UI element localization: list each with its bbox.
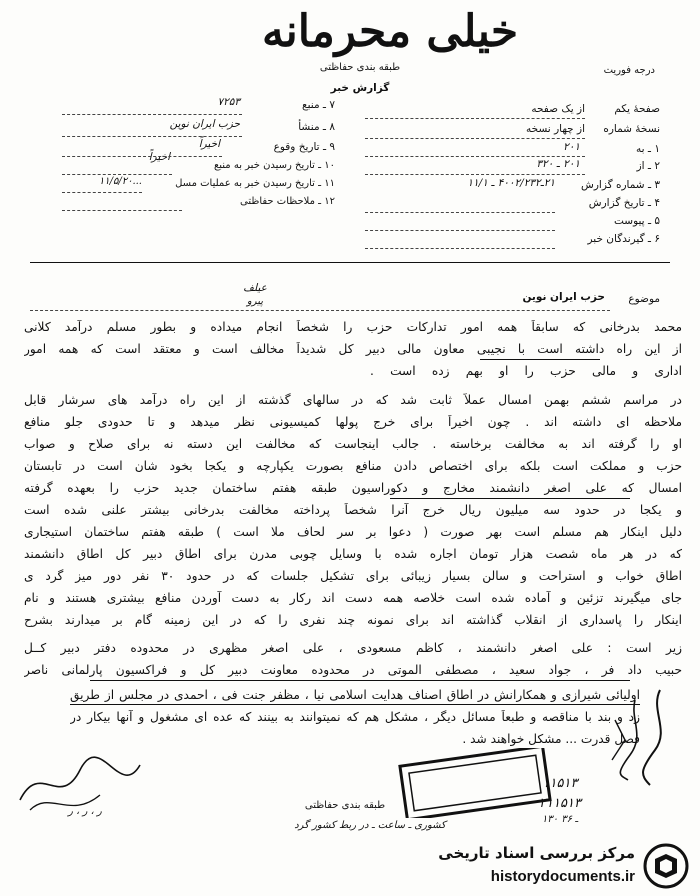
field-label: ۱۰ ـ تاریخ رسیدن خبر به منبع [213,160,335,171]
footer-note: کشوری ـ ساعت ـ در ربط کشور گرد [294,820,446,831]
field-label: ۵ ـ پیوست [613,215,660,227]
brand-logo-icon [642,842,690,890]
underline-mark [90,680,630,681]
underline-mark [390,498,630,499]
footer-number: ۱۳۰ ـ ۳۶ [541,814,579,825]
underline-mark [480,359,600,360]
fill-line [62,156,222,157]
field-value: ۲۰۱ [563,141,580,153]
body-line: اینکار را پاسداری از انقلاب گذاشته اند برای نمونه چند نفری را که در این زمینه گام بر میدارند بشرح [24,613,682,627]
field-value: از یک صفحه [531,103,585,115]
field-label: ۲ ـ از [636,160,660,172]
report-type-label: گزارش خبر [330,82,390,94]
body-line: در مراسم ششم بهمن امسال عملاً ثابت شد که در سالهای گذشته از این راه درآمد های سرشار قابل [24,393,682,407]
field-label: ۱۲ ـ ملاحظات حفاظتی [240,196,335,207]
fill-line [62,114,242,115]
signature-text: ر ، ر ، ر [68,806,102,817]
field-value: حزب ایران نوین [169,118,240,130]
field-value: ۱۱/۵/۲۰... [98,176,142,187]
field-label: ۴ ـ تاریخ گزارش [588,197,660,209]
body-line: از این راه داشته است با نجیبی معاون مالی دبیر کل شدیداً مخالف است و معتقد است که همه امور [24,342,682,356]
body-line: حبیب داد فر ، جواد سعید ، مصطفی الموتی در محدوده معاونت دبیر کل و فراکسیون پارلمانی ناصر [24,663,682,677]
body-line: زد و بند با مناقصه و طبعاً مسائل دیگر ، مشکل هم که نمیتوانند به بینند که عده ای مشغول و آنها بیکار در [70,710,640,724]
field-value: از چهار نسخه [526,123,585,135]
body-line: محمد بدرخانی که سابقاً همه امور تدارکات حزب را شخصاً انجام میداده و بطور مسلم درآمد کلانی [24,320,682,334]
margin-note: عیلف [243,282,267,294]
footer-number: ۱۱۵۱۳ [542,776,578,791]
body-line: اولیائی شیرازی و همکارانش در اطاق اصناف هدایت اسلامی نیا ، مظفر جنت فی ، احمدی در مجلس از طریق [70,688,640,702]
body-line: که در هر ماه شصت هزار تومان اجاره شده با وسایل چوبی مدرن برای اطاق دبیر کل اطاق دانشمند [24,547,682,561]
underline-mark [70,704,640,705]
fill-line [365,212,555,213]
margin-note: پیرو [246,296,264,307]
body-line: حزب و مملکت است بلکه برای اختصاص دادن منافع بصورت یکپارچه و یکجا بخود شان است در تابستان [24,459,682,473]
field-label: ۱ ـ به [636,143,660,155]
body-line: جای میگیرند تزئین و آماده شده است خلاصه همه دست اند رکار به دست آوردن منافع بیشتری هستند و نام [24,591,682,605]
header-separator [30,262,670,263]
field-label: ۶ ـ گیرندگان خبر [587,233,660,245]
fill-line [62,210,182,211]
field-label: نسخهٔ شماره [603,123,660,135]
subject-value: حزب ایران نوین [522,291,605,303]
fill-line [365,138,585,139]
field-label: صفحهٔ یکم [614,103,660,115]
body-line: فصل قدرت ... مشکل خواهند شد . [462,732,640,746]
body-line: دلیل اینکار هم مسلم است بهر صورت ( دعوا بر سر لحاف ملا است ) طبقه هفتم ساختمان استیجاری [24,525,682,539]
field-value: ۲۰۱ ـ ۳۲۰ [536,158,580,170]
body-line: اداری و مالی حزب را او بهم زده است . [370,364,682,378]
fill-line [365,118,585,119]
body-line: و یکجا در حدود سه میلیون ریال خرج آنرا شخصاً پرداخته مخالفت بدرخانی بیشتر علنی شده است [24,503,682,517]
brand-url: historydocuments.ir [490,868,635,885]
field-label: ۳ ـ شماره گزارش [581,179,660,191]
priority-label: درجه فوریت [603,65,655,76]
document-title: خیلی محرمانه [261,6,519,57]
body-line: ملاحظه ای داشته اند . چون اخیراً برای خرج پولها کمیسیونی نظر میدهد و تا حدودی جلو منافع [24,415,682,429]
fill-line [365,156,585,157]
fill-line [365,174,585,175]
body-line: زیر است : علی اصغر دانشمند ، کاظم مسعودی ، علی اصغر مظهری در محدوده دفتر دبیر کــل [24,641,682,655]
footer-number: ۲۱۱۵۱۳ [539,796,581,811]
field-value: ۷۲۵۳ [217,96,240,108]
subject-label: موضوع [628,293,660,305]
body-line: او را گرفته اند به مخالفت برخاسته . جالب اینجاست که مخالفت این دسته نه برای صلاح و صواب [24,437,682,451]
field-label: ۸ ـ منشأ [298,121,335,133]
body-line: امسال که علی اصغر دانشمند مخارج و دکوراسیون طبقه هفتم ساختمان جدید حزب را بعهده گرفته [24,481,682,495]
subject-line [30,310,610,311]
fill-line [62,192,142,193]
fill-line [365,248,555,249]
field-value: اخیراً [198,138,220,150]
field-label: ۱۱ ـ تاریخ رسیدن خبر به عملیات مسل [175,178,335,189]
brand-name: مرکز بررسی اسناد تاریخی [438,844,635,862]
margin-signature [600,680,680,790]
brand-watermark [380,838,700,896]
fill-line [62,174,172,175]
field-value: ۲۱ـ۴۰۰۲/۲۳۲ ـ ۱۱/۱ [467,177,555,189]
footer-classification: طبقه بندی حفاظتی [304,800,386,811]
field-value: اخیراً [148,151,170,163]
field-label: ۹ ـ تاریخ وقوع [273,141,335,153]
fill-line [365,230,555,231]
field-label: ۷ ـ منبع [302,99,335,111]
classification-label: طبقه بندی حفاظتی [319,62,401,73]
body-line: اطاق خواب و استراحت و سالن بسیار زیبائی برای تشکیل جلسات که در حدود ۳۰ نفر دور میز گرد ی [24,569,682,583]
fill-line [62,136,242,137]
